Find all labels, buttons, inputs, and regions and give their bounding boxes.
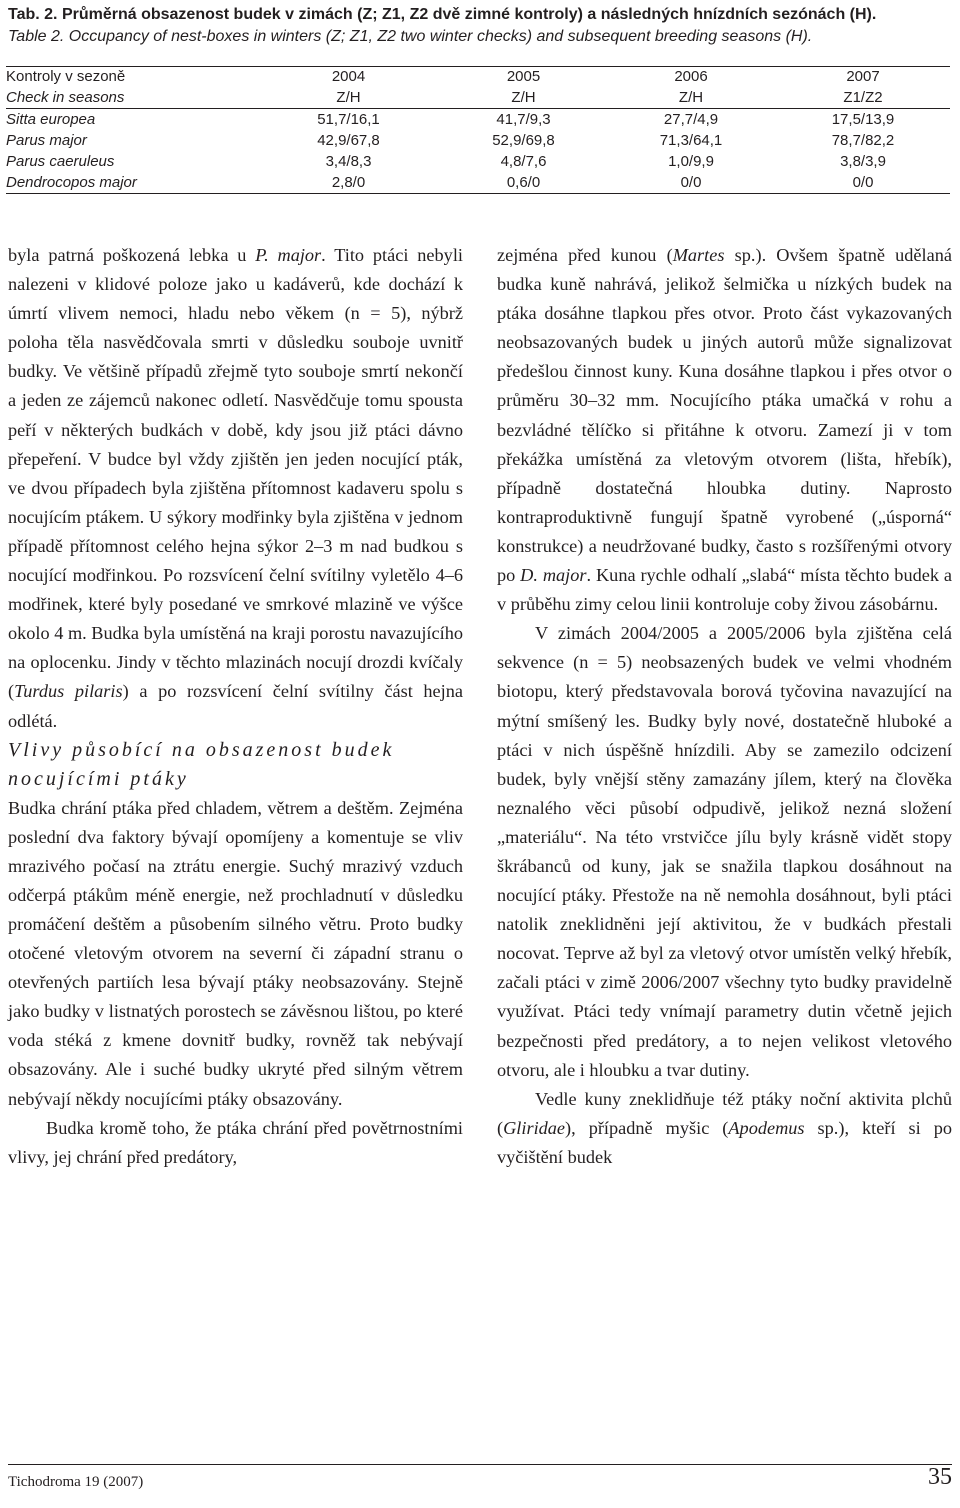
occupancy-table [6, 66, 950, 194]
species-name: Sitta europea [6, 111, 96, 128]
text-run: sp.), kteří si po vyčištění budek [497, 1117, 952, 1167]
left-column [8, 241, 463, 1172]
subheader-cell: Z/H [606, 87, 776, 109]
paragraph: Budka kromě toho, že ptáka chrání před povětrnostními vlivy, jej chrání před predátory, [8, 1117, 463, 1167]
caption-czech: Tab. 2. Průměrná obsazenost budek v zimách (Z; Z1, Z2 dvě zimné kontroly) a následných hnízdních sezónách (H). [8, 6, 877, 23]
journal-citation: Tichodroma 19 (2007) [8, 1474, 144, 1490]
text-run: ), případně myšic ( [565, 1117, 729, 1138]
family-italic: Gliridae [503, 1117, 566, 1138]
table-cell: 71,3/64,1 [659, 132, 723, 149]
paragraph [497, 241, 952, 619]
table-row [6, 130, 950, 151]
page-number: 35 [928, 1464, 952, 1490]
header-label-en: Check in seasons [6, 87, 256, 109]
table-cell: 3,4/8,3 [325, 153, 372, 170]
text-run: . Kuna rychle odhalí „slabá“ místa těchto budek a v průběhu zimy celou linii kontroluje coby živou zásobárnu. [497, 565, 952, 615]
table-cell: 51,7/16,1 [317, 111, 380, 128]
page-footer [0, 1460, 960, 1508]
subheader-cell: Z/H [256, 87, 441, 109]
table-cell: 52,9/69,8 [492, 132, 555, 149]
table-row [6, 109, 950, 131]
table-header-row [6, 66, 950, 87]
table-cell: 3,8/3,9 [840, 153, 886, 170]
text-run: ) a po rozsvícení čelní svítilny část hejna odlétá. [8, 681, 463, 731]
text-run: . Tito ptáci nebyli nalezeni v klidové poloze jako u kadáverů, kde dochází k úmrtí vlivem nemoci, hladu nebo věkem (n = 5), nýbrž poloha těla nasvědčovala smrti v důsledku souboje uvnitř budky. Ve většině případů zřejmě tyto souboje smrtí nekončí a jeden ze zájemců nakonec odletí. Nasvědčuje tomu spousta peří v některých budkách v době, kdy jsou již ptáci dávno přepeření. V budce byl vždy zjištěn jen jeden nocující pták, ve dvou případech byla zjištěna přítomnost kadaveru spolu s nocujícím ptákem. U sýkory modřinky byla zjištěna v jednom případě přítomnost celého hejna sýkor 2–3 m nad budkou s nocující modřinkou. Po rozsvícení čelní svítilny vyletělo 4–6 modřinek, které byly posedané ve smrkové mlazině ve výšce okolo 4 m. Budka byla umístěná na kraji porostu navazujícího na oplocenku. Jindy v těchto mlazinách nocují drozdi kvíčaly ( [8, 245, 463, 702]
paragraph [497, 1085, 952, 1172]
species-name: Dendrocopos major [6, 172, 256, 194]
genus-italic: Martes [672, 245, 725, 265]
year-header: 2007 [846, 68, 880, 85]
paragraph: Budka chrání ptáka před chladem, větrem a deštěm. Zejména poslední dva faktory bývají opomíjeny a komentuje se vliv mrazivého počasí na ztrátu energie. Suchý mrazivý vzduch odčerpá ptákům méně energie, než prochladnutí v důsledku promáčení deštěm a působením silného větru. Proto budky otočené vletovým otvorem na severní či západní stranu o otevřených partiích lesa bývají ptáky neobsazovány. Stejně jako budky v listnatých porostech se závěsnou lištou, po které voda stéká z kmene dovnitř budky, rovněž tak nebývají obsazovány. Ale i suché budky ukryté před silným větrem nebývají někdy nocujícími ptáky obsazovány. [8, 797, 463, 1109]
species-italic: Turdus pilaris [14, 681, 123, 702]
table-cell: 41,7/9,3 [496, 111, 551, 128]
table-cell: 78,7/82,2 [831, 132, 895, 149]
table-cell: 4,8/7,6 [500, 153, 547, 170]
table-cell: 0,6/0 [441, 172, 606, 194]
paragraph: V zimách 2004/2005 a 2005/2006 byla zjištěna celá sekvence (n = 5) neobsazených budek ve velmi vhodném biotopu, který představovala borová tyčovina navazující na mýtní smíšený les. Budky byly nové, dostatečně hluboké a ptáci v nich úspěšně hnízdili. Aby se zamezilo odcizení budek, byly vnější stěny zamazány jílem, který na člověka neznalého věci působí odpudivě, jelikož nezná složení „materiálu“. Na této vrstvičce jílu byly krásně vidět stopy škrábanců od kuny, jak se snažila tlapkou dosáhnout na nocující ptáky. Přestože na ně nemohla dosáhnout, byli ptáci natolik zneklidněni její aktivitou, že v budkách přestali nocovat. Teprve až byl za vletový otvor umístěn velký hřebík, začali ptáci v zimě 2006/2007 všechny tyto budky pravidelně využívat. Ptáci tedy vnímají parametry dutin včetně jejich bezpečnosti před predátory, a to nejen velikost vletového otvoru, ale i hloubku a tvar dutiny. [497, 623, 952, 1080]
species-italic: D. major [520, 565, 587, 586]
year-header: 2005 [506, 68, 541, 85]
table-cell: 17,5/13,9 [831, 111, 895, 128]
subheader-cell: Z/H [441, 87, 606, 109]
text-run: sp.). Ovšem špatně udělaná budka kuně nahrává, jelikož šelmička u nízkých budek na ptáka dosáhne tlapkou přes otvor. Proto část vykazovaných neobsazovaných budek u jiných autorů může signalizovat předešlou činnost kuny. Kuna dosáhne tlapkou i přes otvor o průměru 30–32 mm. Nocujícího ptáka umačká v rohu a bezvládné tělíčko si přitáhne k otvoru. Zamezí ji v tom překážka umístěná za vletovým otvorem (lišta, hřebík), případně dostatečná hloubka dutiny. Naprosto kontraproduktivně fungují špatně vyrobené („úsporná“ konstrukce) a neudržované budky, často s rozšířenými otvory po [497, 245, 952, 586]
genus-italic: Apodemus [728, 1117, 805, 1138]
table-cell: 42,9/67,8 [317, 132, 380, 149]
species-italic: P. major [255, 245, 322, 265]
section-heading: Vlivy působící na obsazenost budek nocujícími ptáky [8, 738, 395, 790]
table-caption [8, 4, 948, 48]
table-row [6, 172, 950, 194]
species-name: Parus major [6, 132, 87, 149]
table-cell: 1,0/9,9 [668, 153, 714, 170]
footer-rule [8, 1464, 952, 1465]
subheader-cell: Z1/Z2 [776, 87, 950, 109]
year-header: 2006 [674, 68, 708, 85]
paragraph [8, 241, 463, 736]
table-cell: 0/0 [776, 172, 950, 194]
species-name: Parus caeruleus [6, 153, 115, 170]
text-run: zejména před kunou ( [497, 245, 673, 265]
table-cell: 0/0 [606, 172, 776, 194]
table-cell: 27,7/4,9 [663, 111, 719, 128]
table-cell: 2,8/0 [256, 172, 441, 194]
table-row [6, 151, 950, 172]
caption-english: Table 2. Occupancy of nest-boxes in winters (Z; Z1, Z2 two winter checks) and subsequent breeding seasons (H). [8, 28, 813, 45]
header-label-cz: Kontroly v sezoně [6, 68, 126, 85]
right-column [497, 241, 952, 1172]
year-header: 2004 [331, 68, 366, 85]
table-subheader-row [6, 87, 950, 109]
text-run: byla patrná poškozená lebka u [8, 245, 256, 265]
text-run: Vedle kuny zneklidňuje též ptáky noční aktivita plchů ( [497, 1088, 952, 1138]
